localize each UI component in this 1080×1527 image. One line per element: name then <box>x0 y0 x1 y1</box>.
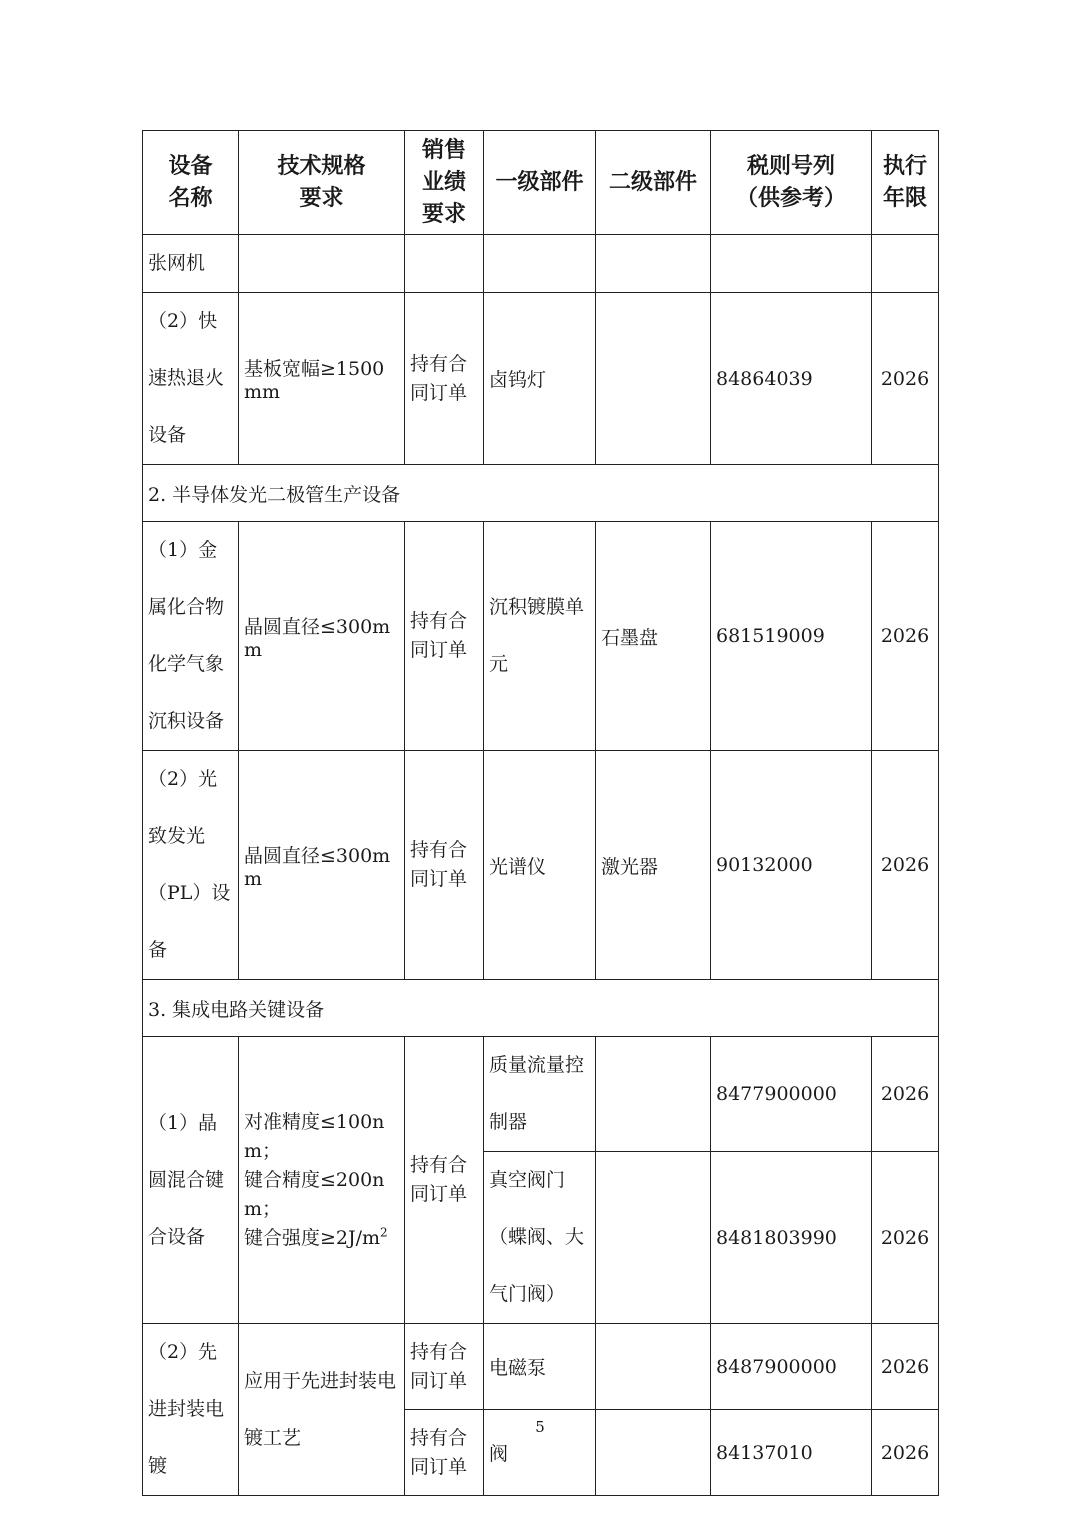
cell-tariff: 8477900000 <box>711 1037 872 1152</box>
header-name-line2: 名称 <box>168 185 213 211</box>
header-sales-line3: 要求 <box>421 201 466 227</box>
section-row <box>143 465 939 522</box>
table-header-row <box>143 131 939 235</box>
cell-year: 2026 <box>872 1324 939 1410</box>
header-sales-line1: 销售 <box>421 137 466 163</box>
spec-superscript: 2 <box>380 1225 388 1240</box>
cell-sales: 持有合同订单 <box>405 1037 484 1324</box>
cell-year: 2026 <box>872 522 939 751</box>
cell-year: 2026 <box>872 293 939 465</box>
header-name-line1: 设备 <box>168 153 213 179</box>
cell-spec: 基板宽幅≥1500mm <box>239 293 405 465</box>
header-part2: 二级部件 <box>596 131 711 235</box>
cell-part2 <box>596 1324 711 1410</box>
cell-empty <box>596 235 711 293</box>
section-row <box>143 980 939 1037</box>
section-title: 3. 集成电路关键设备 <box>143 980 939 1037</box>
section-title: 2. 半导体发光二极管生产设备 <box>143 465 939 522</box>
cell-tariff: 8481803990 <box>711 1152 872 1324</box>
spec-line <box>244 1224 399 1253</box>
cell-tariff: 90132000 <box>711 751 872 980</box>
cell-year: 2026 <box>872 751 939 980</box>
cell-tariff: 84137010 <box>711 1410 872 1496</box>
header-tariff <box>711 131 872 235</box>
cell-sales: 持有合同订单 <box>405 751 484 980</box>
cell-spec: 晶圆直径≤300mm <box>239 751 405 980</box>
table-row <box>143 751 939 980</box>
header-part1: 一级部件 <box>484 131 596 235</box>
header-tariff-line2: （供参考） <box>735 185 846 211</box>
table-row <box>143 1324 939 1410</box>
header-year-line1: 执行 <box>882 153 927 179</box>
cell-part2: 激光器 <box>596 751 711 980</box>
header-tariff-line1: 税则号列 <box>746 153 835 179</box>
table-row <box>143 1037 939 1152</box>
cell-name: （2）快速热退火设备 <box>143 293 239 465</box>
cell-part1: 真空阀门（蝶阀、大气门阀） <box>484 1152 596 1324</box>
cell-name: （1）晶圆混合键合设备 <box>143 1037 239 1324</box>
cell-spec <box>239 1037 405 1324</box>
cell-sales: 持有合同订单 <box>405 1410 484 1496</box>
cell-sales: 持有合同订单 <box>405 293 484 465</box>
table-row <box>143 235 939 293</box>
cell-spec: 晶圆直径≤300mm <box>239 522 405 751</box>
equipment-table <box>142 130 939 1496</box>
cell-sales: 持有合同订单 <box>405 522 484 751</box>
spec-line-text: 键合强度≥2J/m <box>244 1226 381 1249</box>
cell-year: 2026 <box>872 1152 939 1324</box>
cell-name: 张网机 <box>143 235 239 293</box>
cell-name: （2）光致发光（PL）设备 <box>143 751 239 980</box>
cell-name: （2）先进封装电镀 <box>143 1324 239 1496</box>
cell-empty <box>239 235 405 293</box>
cell-part1: 光谱仪 <box>484 751 596 980</box>
cell-part1: 质量流量控制器 <box>484 1037 596 1152</box>
header-name <box>143 131 239 235</box>
cell-part1: 电磁泵 <box>484 1324 596 1410</box>
cell-part1: 阀 <box>484 1410 596 1496</box>
header-year-line2: 年限 <box>882 185 927 211</box>
header-spec-line2: 要求 <box>299 185 344 211</box>
header-sales <box>405 131 484 235</box>
spec-line: 对准精度≤100nm； <box>244 1110 385 1162</box>
header-sales-line2: 业绩 <box>421 169 466 195</box>
cell-part2 <box>596 1152 711 1324</box>
cell-empty <box>872 235 939 293</box>
cell-empty <box>711 235 872 293</box>
cell-empty <box>405 235 484 293</box>
cell-spec: 应用于先进封装电镀工艺 <box>239 1324 405 1496</box>
cell-part2 <box>596 293 711 465</box>
cell-sales: 持有合同订单 <box>405 1324 484 1410</box>
header-year <box>872 131 939 235</box>
header-spec <box>239 131 405 235</box>
cell-tariff: 681519009 <box>711 522 872 751</box>
table-row <box>143 293 939 465</box>
cell-year: 2026 <box>872 1410 939 1496</box>
cell-part2 <box>596 1037 711 1152</box>
page-number: 5 <box>535 1418 545 1436</box>
spec-line: 键合精度≤200nm； <box>244 1168 385 1220</box>
cell-year: 2026 <box>872 1037 939 1152</box>
cell-part2: 石墨盘 <box>596 522 711 751</box>
cell-part1: 卤钨灯 <box>484 293 596 465</box>
table-row <box>143 522 939 751</box>
cell-tariff: 8487900000 <box>711 1324 872 1410</box>
cell-part1: 沉积镀膜单元 <box>484 522 596 751</box>
cell-name: （1）金属化合物化学气象沉积设备 <box>143 522 239 751</box>
cell-tariff: 84864039 <box>711 293 872 465</box>
header-spec-line1: 技术规格 <box>277 153 366 179</box>
cell-empty <box>484 235 596 293</box>
